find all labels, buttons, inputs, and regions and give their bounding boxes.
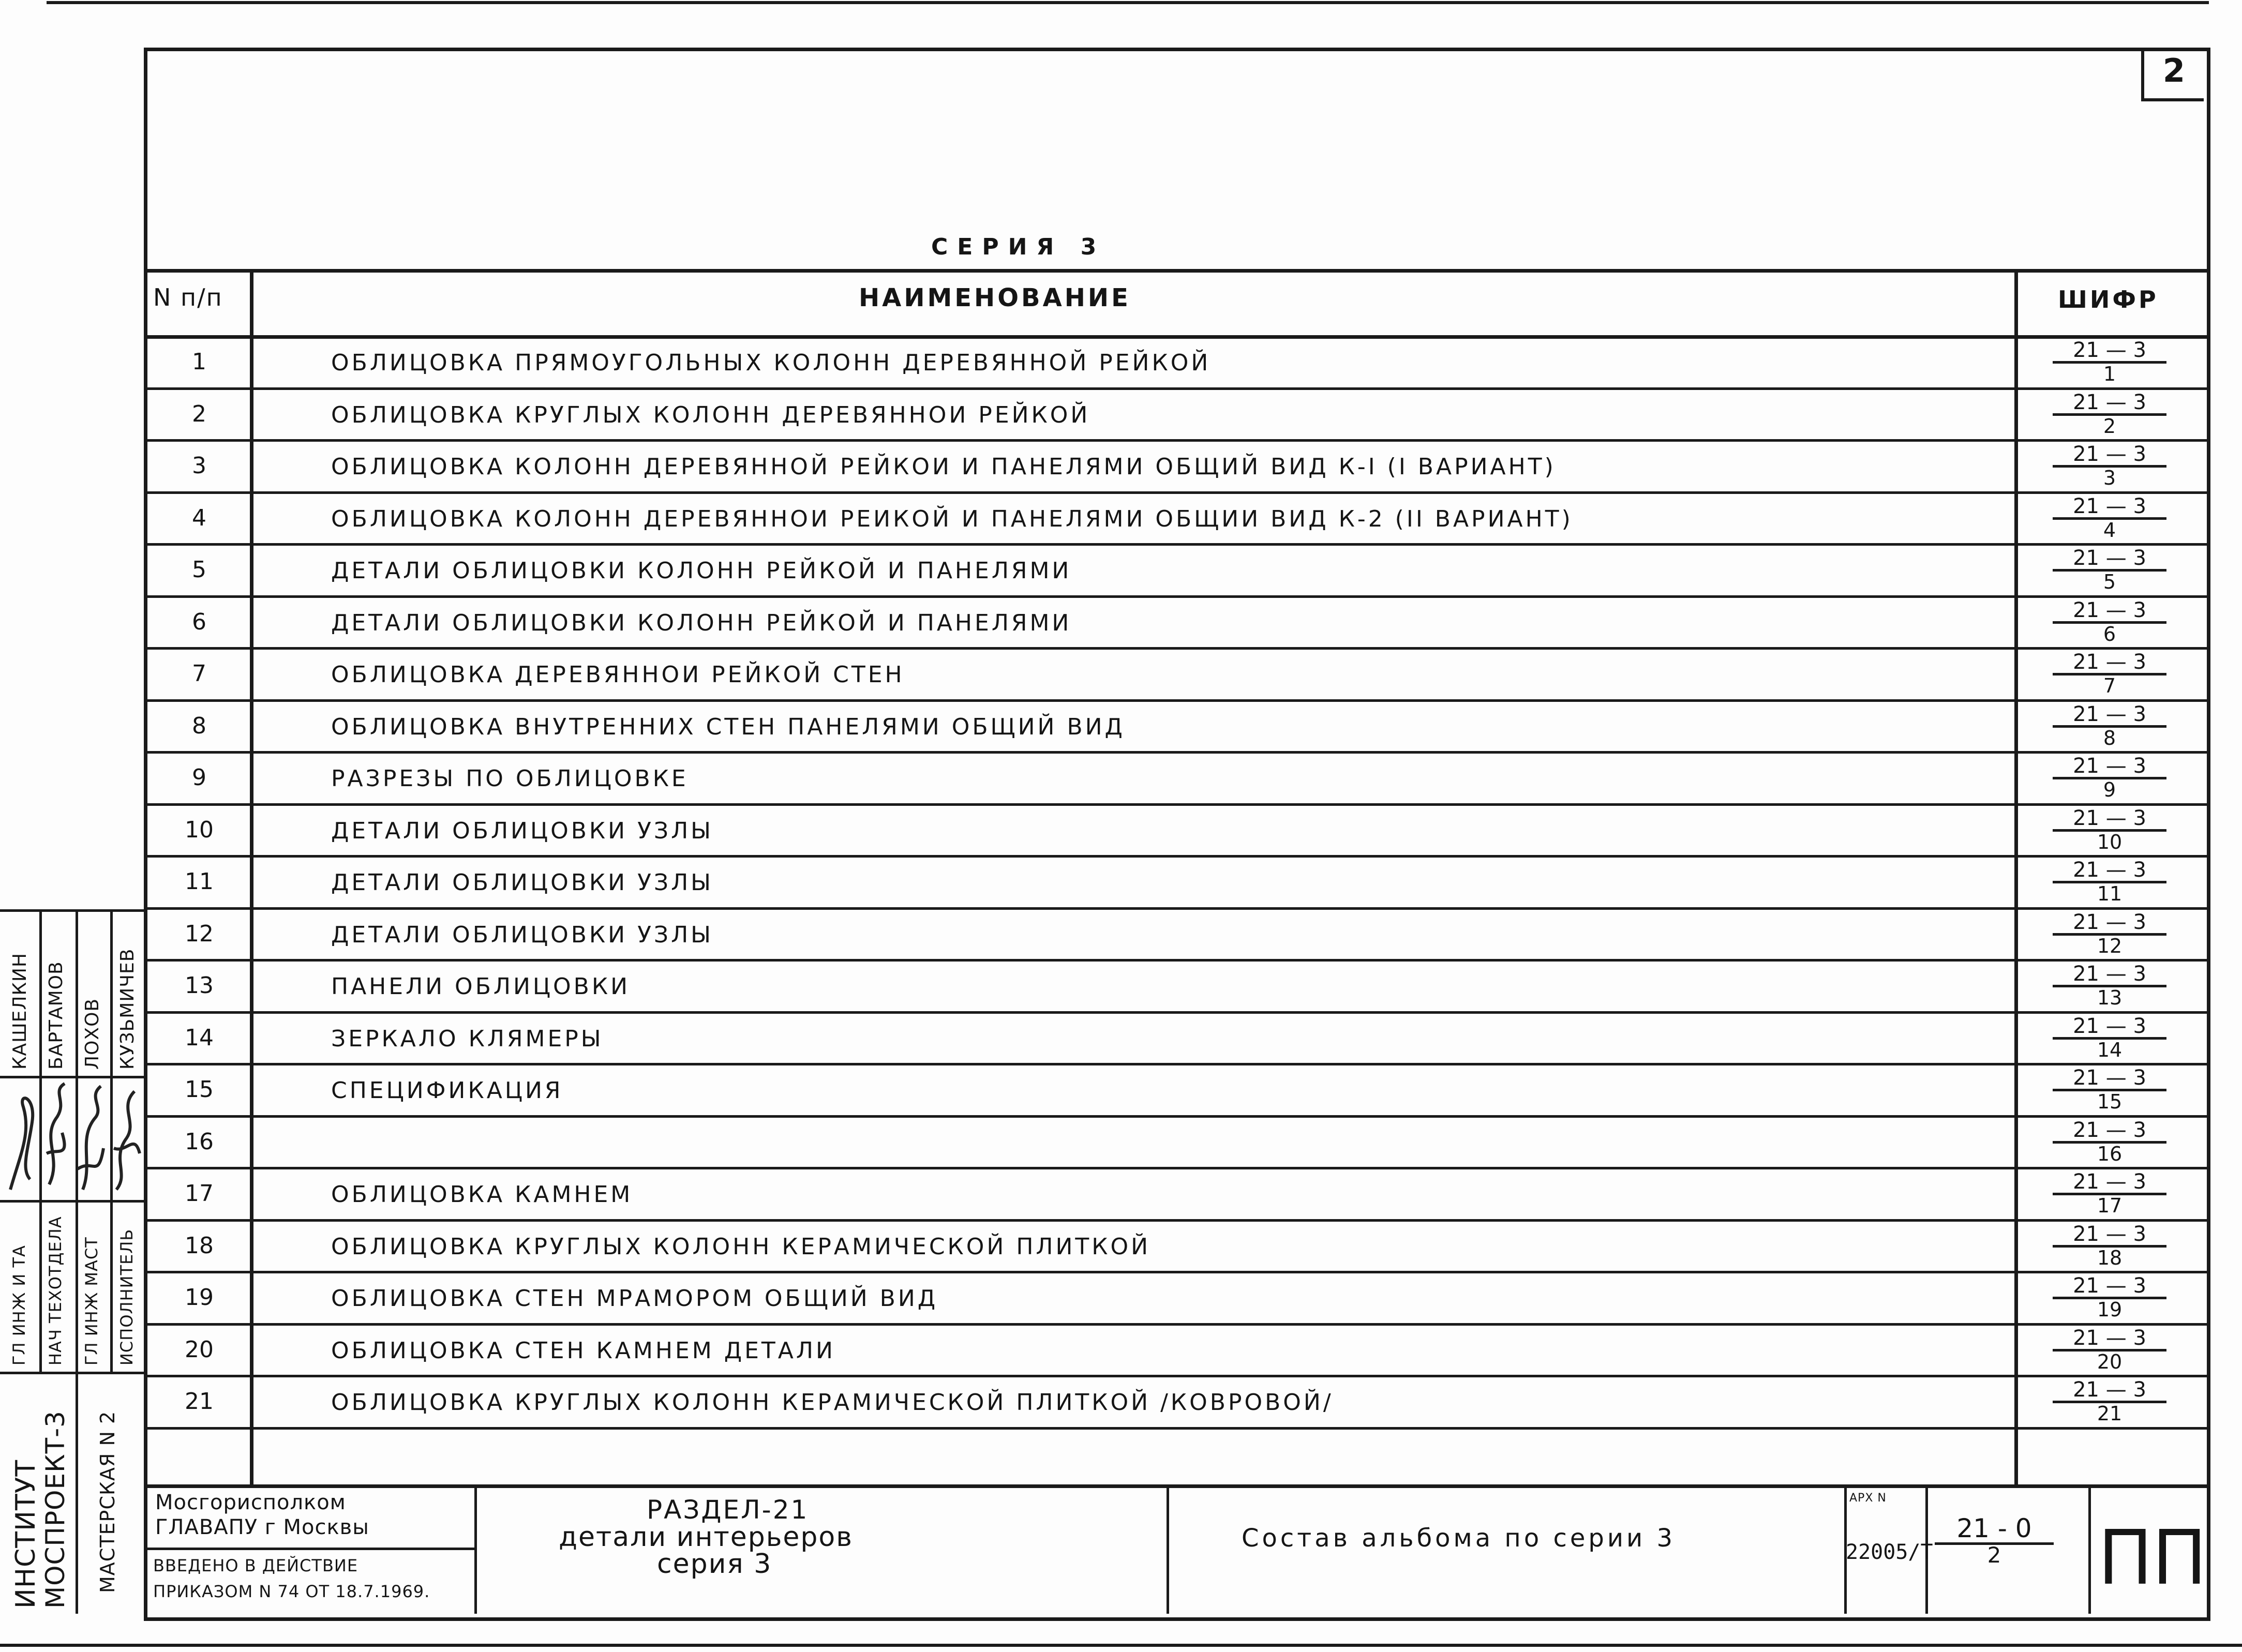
row-code-bottom: 4: [2103, 518, 2116, 542]
row-code: [2053, 911, 2166, 956]
row-number: 2: [192, 400, 206, 427]
side-role-2: НАЧ ТЕХОТДЕЛА: [46, 1216, 65, 1365]
row-name: ДЕТАЛИ ОБЛИЦОВКИ КОЛОНН РЕЙКОЙ И ПАНЕЛЯМИ: [331, 609, 1072, 636]
row-divider: [144, 751, 2207, 754]
row-divider: [144, 1271, 2207, 1273]
album-title: Состав альбома по серии 3: [1242, 1524, 1676, 1553]
row-divider: [144, 1167, 2207, 1169]
sheet-code-top: 21 - 0: [1935, 1514, 2054, 1545]
mark-pp: ПП: [2099, 1511, 2208, 1601]
row-number: 4: [192, 504, 206, 531]
row-number: 21: [185, 1388, 214, 1415]
row-code-bottom: 19: [2097, 1298, 2123, 1321]
section-line-3: серия 3: [657, 1549, 772, 1580]
row-code-top: 21 — 3: [2053, 1119, 2166, 1144]
row-code: [2053, 651, 2166, 696]
row-code: [2053, 703, 2166, 748]
series-title: СЕРИЯ 3: [931, 234, 1106, 260]
top-rule: [47, 1, 2209, 4]
row-code-top: 21 — 3: [2053, 911, 2166, 936]
row-name: ДЕТАЛИ ОБЛИЦОВКИ УЗЛЫ: [331, 869, 714, 896]
sheet-code: [1935, 1514, 2054, 1566]
row-code-bottom: 9: [2103, 778, 2116, 801]
row-name: ОБЛИЦОВКА СТЕН МРАМОРОМ ОБЩИЙ ВИД: [331, 1285, 938, 1312]
row-code-top: 21 — 3: [2053, 1275, 2166, 1299]
row-number: 12: [185, 920, 214, 947]
row-divider: [144, 855, 2207, 858]
row-divider: [144, 491, 2207, 494]
row-divider: [144, 387, 2207, 390]
signature-1: [10, 1098, 33, 1190]
row-code-top: 21 — 3: [2053, 1223, 2166, 1248]
row-divider: [144, 907, 2207, 910]
side-block-right: [144, 909, 146, 1614]
row-number: 15: [185, 1076, 214, 1103]
row-name: ОБЛИЦОВКА ПРЯМОУГОЛЬНЫХ КОЛОНН ДЕРЕВЯННОЙ РЕЙКОЙ: [331, 350, 1211, 376]
row-code: [2053, 1171, 2166, 1216]
row-code: [2053, 1015, 2166, 1060]
row-number: 3: [192, 453, 206, 479]
row-name: ОБЛИЦОВКА СТЕН КАМНЕМ ДЕТАЛИ: [331, 1337, 835, 1364]
row-code-top: 21 — 3: [2053, 1327, 2166, 1351]
stamp-org-divider: [144, 1548, 475, 1550]
row-code-bottom: 6: [2103, 622, 2116, 645]
row-code-bottom: 12: [2097, 934, 2123, 957]
row-name: ОБЛИЦОВКА ДЕРЕВЯННОИ РЕЙКОЙ СТЕН: [331, 662, 905, 688]
row-divider: [144, 1427, 2207, 1430]
row-code-top: 21 — 3: [2053, 495, 2166, 520]
signatures: [0, 1076, 145, 1200]
row-number: 13: [185, 972, 214, 999]
signature-2: [47, 1084, 65, 1184]
signature-3: [78, 1086, 103, 1190]
institute-label: ИНСТИТУТ: [10, 1459, 41, 1609]
row-code-bottom: 1: [2103, 363, 2116, 385]
row-code-bottom: 18: [2097, 1246, 2123, 1269]
row-divider: [144, 543, 2207, 546]
row-code-top: 21 — 3: [2053, 1171, 2166, 1195]
row-code-bottom: 7: [2103, 674, 2116, 697]
bottom-rule: [0, 1644, 2242, 1647]
side-col-inst: [76, 1372, 78, 1614]
side-role-3: ГЛ ИНЖ МАСТ: [82, 1237, 101, 1365]
row-code-bottom: 16: [2097, 1142, 2123, 1165]
row-name: ОБЛИЦОВКА ВНУТРЕННИХ СТЕН ПАНЕЛЯМИ ОБЩИЙ ВИД: [331, 713, 1125, 740]
workshop-label: МАСТЕРСКАЯ N 2: [96, 1410, 119, 1593]
side-role-4: ИСПОЛНИТЕЛЬ: [117, 1228, 137, 1365]
row-code-bottom: 13: [2097, 986, 2123, 1009]
row-code-bottom: 10: [2097, 830, 2123, 853]
row-divider: [144, 959, 2207, 962]
sheet-number-box: [2141, 48, 2204, 101]
row-number: 19: [185, 1284, 214, 1311]
row-code: [2053, 859, 2166, 904]
row-code-bottom: 17: [2097, 1194, 2123, 1217]
section-line-2: детали интерьеров: [559, 1522, 853, 1553]
row-code-bottom: 5: [2103, 570, 2116, 593]
header-code: ШИФР: [2058, 286, 2159, 313]
row-divider: [144, 595, 2207, 598]
org-line-1: Мосгорисполком: [155, 1491, 346, 1514]
col-divider-2: [2014, 269, 2018, 1484]
side-sep-3: [0, 1372, 146, 1374]
row-divider: [144, 1323, 2207, 1326]
row-name: ОБЛИЦОВКА КАМНЕМ: [331, 1181, 633, 1208]
section-line-1: РАЗДЕЛ-21: [647, 1495, 809, 1525]
row-code-top: 21 — 3: [2053, 859, 2166, 883]
row-code: [2053, 1119, 2166, 1164]
row-code: [2053, 495, 2166, 540]
sheet-number: 2: [2162, 52, 2186, 89]
row-name: ДЕТАЛИ ОБЛИЦОВКИ КОЛОНН РЕЙКОЙ И ПАНЕЛЯМИ: [331, 558, 1072, 584]
row-divider: [144, 439, 2207, 442]
row-number: 11: [185, 868, 214, 895]
row-name: ОБЛИЦОВКА КРУГЛЫХ КОЛОНН ДЕРЕВЯННОИ РЕЙКОЙ: [331, 401, 1090, 428]
row-divider: [144, 1115, 2207, 1118]
row-number: 7: [192, 660, 206, 687]
row-name: ДЕТАЛИ ОБЛИЦОВКИ УЗЛЫ: [331, 817, 714, 844]
row-divider: [144, 1011, 2207, 1014]
row-code-top: 21 — 3: [2053, 1067, 2166, 1091]
row-number: 6: [192, 608, 206, 635]
row-number: 5: [192, 557, 206, 583]
row-number: 20: [185, 1336, 214, 1363]
row-code-top: 21 — 3: [2053, 599, 2166, 624]
row-name: ОБЛИЦОВКА КОЛОНН ДЕРЕВЯННОЙ РЕЙКОИ И ПАНЕЛЯМИ ОБЩИЙ ВИД К-I (I ВАРИАНТ): [331, 454, 1556, 480]
side-name-1: КАШЕЛКИН: [9, 952, 31, 1070]
row-number: 14: [185, 1024, 214, 1051]
row-code: [2053, 963, 2166, 1008]
side-sep-2: [0, 1200, 146, 1203]
row-code-top: 21 — 3: [2053, 703, 2166, 728]
row-name: ОБЛИЦОВКА КРУГЛЫХ КОЛОНН КЕРАМИЧЕСКОЙ ПЛИТКОЙ /КОВРОВОЙ/: [331, 1389, 1334, 1416]
row-name: СПЕЦИФИКАЦИЯ: [331, 1077, 563, 1104]
row-name: ОБЛИЦОВКА КРУГЛЫХ КОЛОНН КЕРАМИЧЕСКОЙ ПЛИТКОЙ: [331, 1233, 1151, 1260]
signature-4: [114, 1091, 140, 1190]
sheet-code-bottom: 2: [1987, 1542, 2001, 1568]
row-code: [2053, 1223, 2166, 1268]
row-code-top: 21 — 3: [2053, 1015, 2166, 1040]
row-code-bottom: 15: [2097, 1090, 2123, 1113]
decree-line-2: ПРИКАЗОМ N 74 ОТ 18.7.1969.: [153, 1582, 430, 1601]
row-divider: [144, 647, 2207, 650]
row-number: 10: [185, 816, 214, 843]
row-code-bottom: 8: [2103, 726, 2116, 749]
row-code-top: 21 — 3: [2053, 392, 2166, 416]
row-code-top: 21 — 3: [2053, 1379, 2166, 1403]
institute-name: МОСПРОЕКТ-3: [40, 1410, 70, 1609]
side-block-top: [0, 909, 146, 912]
row-name: ЗЕРКАЛО КЛЯМЕРЫ: [331, 1025, 604, 1052]
row-code-bottom: 20: [2097, 1350, 2123, 1373]
row-code: [2053, 1379, 2166, 1424]
row-code-top: 21 — 3: [2053, 963, 2166, 987]
row-code: [2053, 1067, 2166, 1112]
side-name-4: КУЗЬМИЧЕВ: [117, 948, 138, 1070]
table-top: [144, 269, 2207, 273]
row-divider: [144, 699, 2207, 702]
row-code-top: 21 — 3: [2053, 547, 2166, 572]
stamp-div-2: [1167, 1484, 1169, 1614]
row-code: [2053, 443, 2166, 488]
row-code: [2053, 1327, 2166, 1372]
stamp-div-5: [2088, 1484, 2091, 1614]
row-name: ОБЛИЦОВКА КОЛОНН ДЕРЕВЯННОИ РЕИКОЙ И ПАНЕЛЯМИ ОБЩИИ ВИД К-2 (II ВАРИАНТ): [331, 505, 1573, 532]
row-code-bottom: 3: [2103, 467, 2116, 489]
arch-label: АРХ N: [1849, 1492, 1887, 1505]
row-number: 9: [192, 764, 206, 791]
row-code: [2053, 547, 2166, 592]
row-code: [2053, 339, 2166, 384]
row-name: ПАНЕЛИ ОБЛИЦОВКИ: [331, 973, 631, 1000]
row-code-bottom: 11: [2097, 882, 2123, 905]
row-number: 16: [185, 1128, 214, 1155]
row-divider: [144, 1219, 2207, 1222]
row-code: [2053, 755, 2166, 800]
row-code: [2053, 599, 2166, 644]
row-divider: [144, 1063, 2207, 1065]
row-code: [2053, 1275, 2166, 1320]
row-code: [2053, 392, 2166, 437]
row-code-top: 21 — 3: [2053, 651, 2166, 675]
row-code-bottom: 21: [2097, 1402, 2123, 1425]
side-name-3: ЛОХОВ: [82, 998, 103, 1070]
decree-line-1: ВВЕДЕНО В ДЕЙСТВИЕ: [153, 1556, 358, 1575]
arch-number: 22005/Т: [1846, 1540, 1933, 1564]
row-number: 1: [192, 349, 206, 375]
row-code-top: 21 — 3: [2053, 443, 2166, 468]
row-name: РАЗРЕЗЫ ПО ОБЛИЦОВКЕ: [331, 765, 689, 792]
header-num: N п/п: [153, 283, 223, 311]
row-divider: [144, 803, 2207, 806]
stamp-top: [144, 1484, 2207, 1488]
row-code-top: 21 — 3: [2053, 755, 2166, 779]
side-role-1: ГЛ ИНЖ И ТА: [9, 1245, 29, 1365]
row-code-bottom: 2: [2103, 414, 2116, 438]
org-line-2: ГЛАВАПУ г Москвы: [155, 1515, 369, 1539]
row-code: [2053, 807, 2166, 852]
side-name-2: БАРТАМОВ: [46, 961, 67, 1070]
row-number: 18: [185, 1232, 214, 1259]
row-divider: [144, 1375, 2207, 1377]
header-bottom: [144, 335, 2207, 339]
header-name: НАИМЕНОВАНИЕ: [859, 283, 1131, 312]
row-number: 17: [185, 1180, 214, 1207]
row-name: ДЕТАЛИ ОБЛИЦОВКИ УЗЛЫ: [331, 921, 714, 948]
row-code-top: 21 — 3: [2053, 807, 2166, 832]
row-code-bottom: 14: [2097, 1038, 2123, 1061]
row-code-top: 21 — 3: [2053, 339, 2166, 364]
row-number: 8: [192, 712, 206, 739]
